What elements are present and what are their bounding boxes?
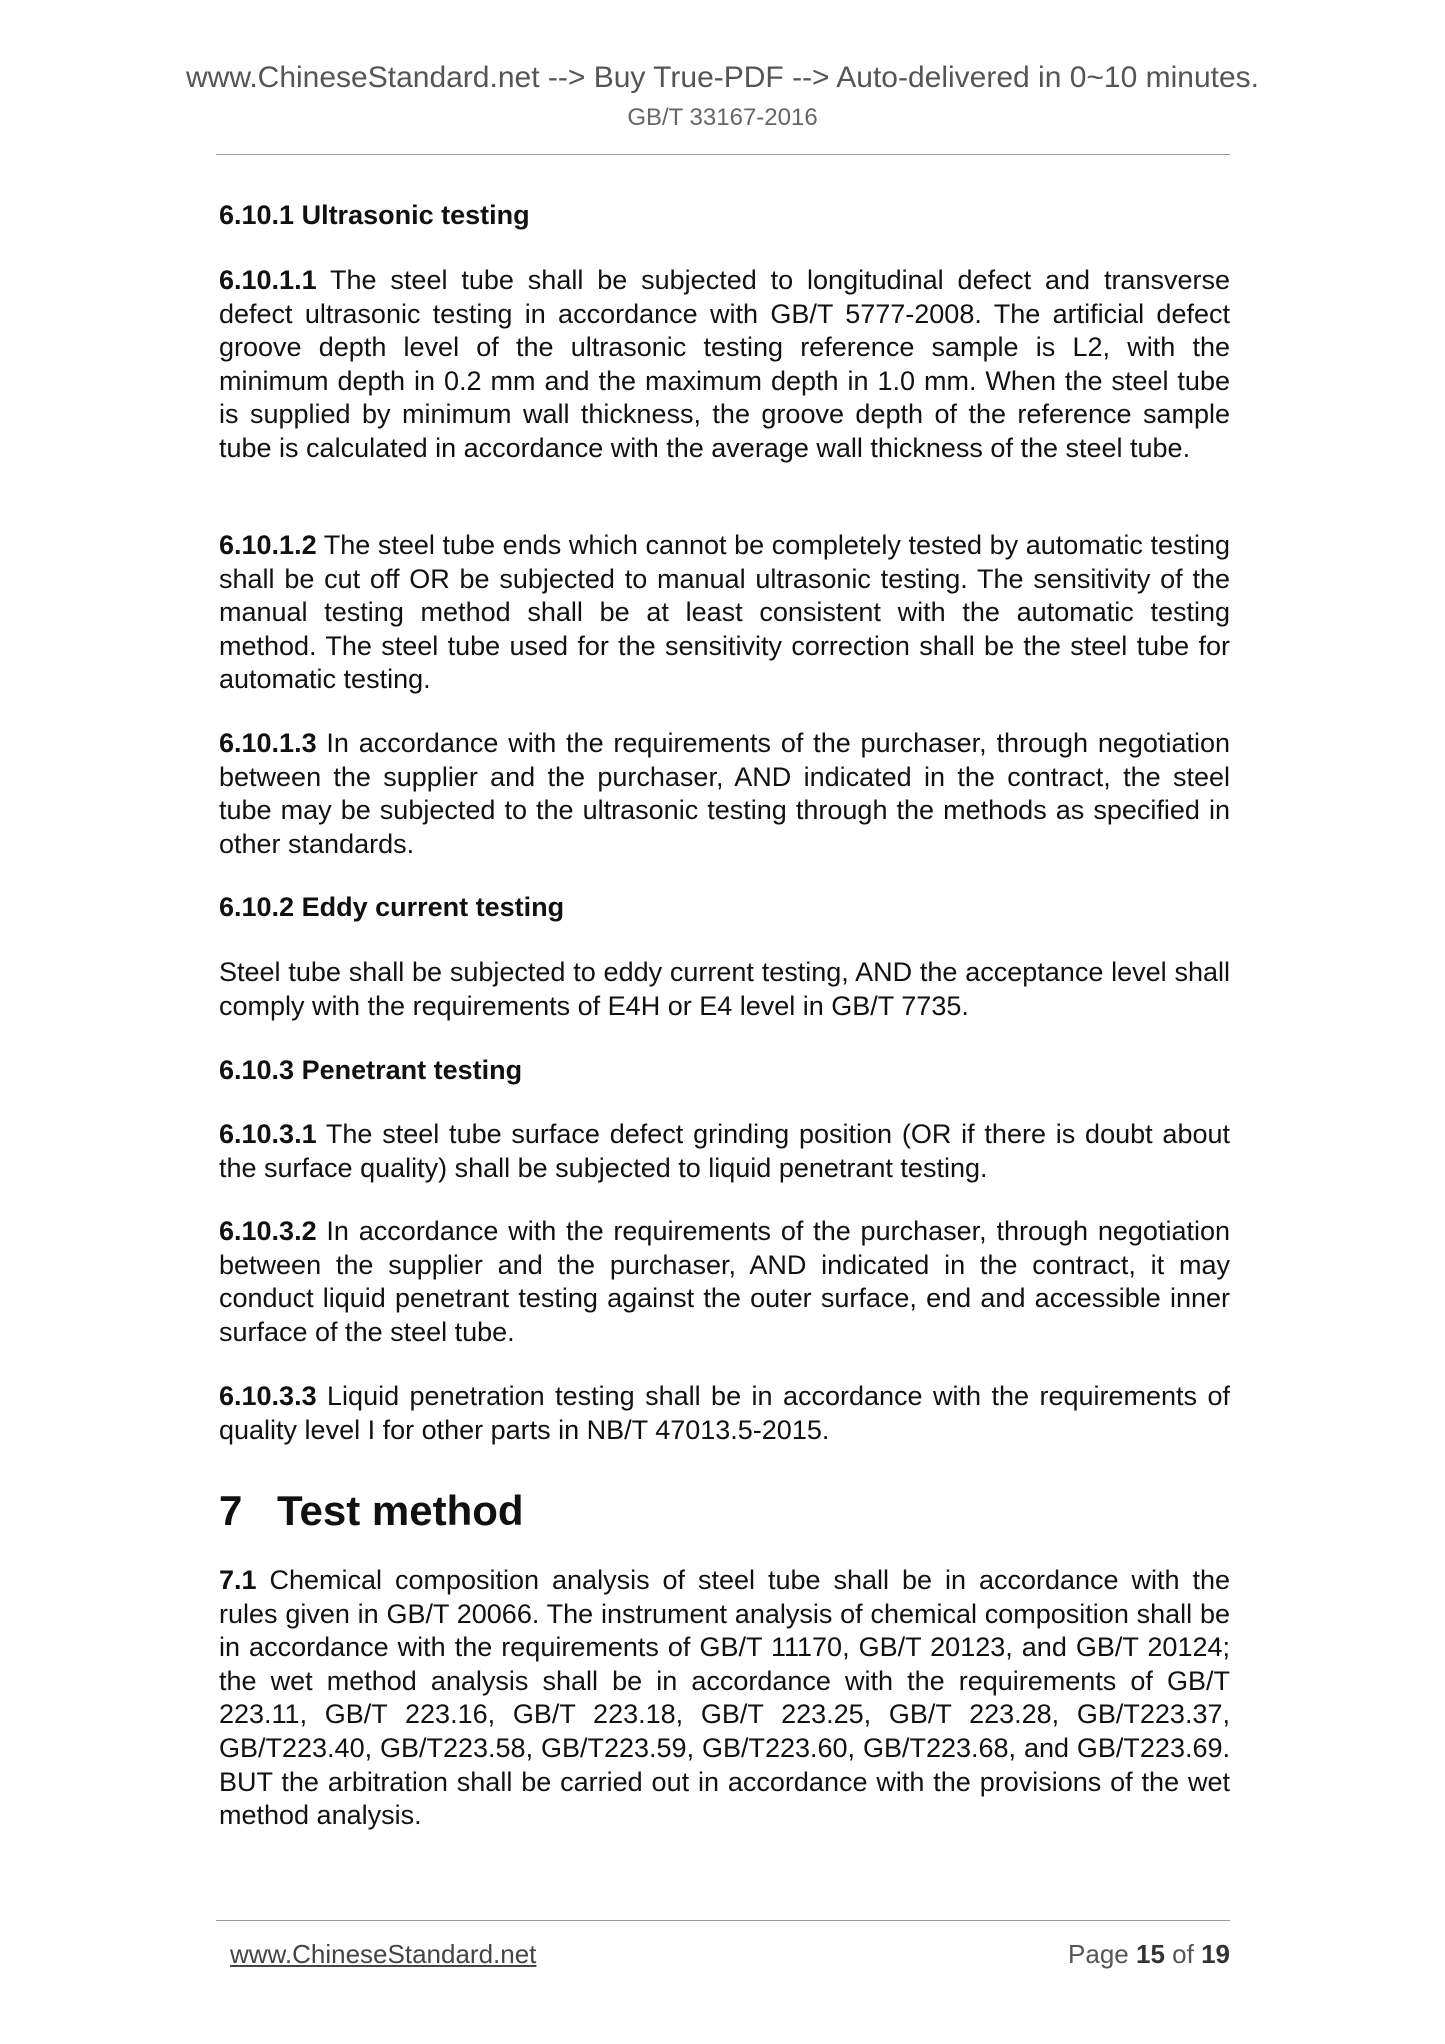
- of-label: of: [1172, 1939, 1194, 1969]
- clause-number: 6.10.1.3: [219, 728, 317, 758]
- footer-website-link[interactable]: www.ChineseStandard.net: [230, 1939, 537, 1969]
- paragraph-6-10-1-3: [219, 727, 1230, 861]
- clause-text: Chemical composition analysis of steel tube shall be in accordance with the rules given in GB/T 20066. The instrument analysis of chemical composition shall be in accordance with the requirements of GB/T 11170, GB/T 20123, and GB/T 20124; the wet method analysis shall be in accordance with the requirements of GB/T 223.11, GB/T 223.16, GB/T 223.18, GB/T 223.25, GB/T 223.28, GB/T223.37, GB/T223.40, GB/T223.58, GB/T223.59, GB/T223.60, GB/T223.68, and GB/T223.69. BUT the arbitration shall be carried out in accordance with the provisions of the wet method analysis.: [219, 1565, 1230, 1831]
- paragraph-6-10-2: Steel tube shall be subjected to eddy current testing, AND the acceptance level shall comply with the requirements of E4H or E4 level in GB/T 7735.: [219, 957, 1230, 1021]
- clause-text: Liquid penetration testing shall be in accordance with the requirements of quality level I for other parts in NB/T 47013.5-2015.: [219, 1381, 1230, 1445]
- clause-text: In accordance with the requirements of the purchaser, through negotiation between the supplier and the purchaser, AND indicated in the contract, it may conduct liquid penetrant testing against the outer surface, end and accessible inner surface of the steel tube.: [219, 1216, 1230, 1347]
- heading-7: [219, 1486, 524, 1536]
- clause-number: 6.10.3.1: [219, 1119, 317, 1149]
- clause-number: 6.10.1.2: [219, 530, 317, 560]
- header-banner: www.ChineseStandard.net --> Buy True-PDF --> Auto-delivered in 0~10 minutes.: [185, 61, 1260, 94]
- clause-text: In accordance with the requirements of the purchaser, through negotiation between the supplier and the purchaser, AND indicated in the contract, the steel tube may be subjected to the ultrasonic testing through the methods as specified in other standards.: [219, 728, 1230, 859]
- clause-text: The steel tube shall be subjected to longitudinal defect and transverse defect ultrasonic testing in accordance with GB/T 5777-2008. The artificial defect groove depth level of the ultrasonic testing reference sample is L2, with the minimum depth in 0.2 mm and the maximum depth in 1.0 mm. When the steel tube is supplied by minimum wall thickness, the groove depth of the reference sample tube is calculated in accordance with the average wall thickness of the steel tube.: [219, 265, 1230, 463]
- paragraph-6-10-3-1: [219, 1118, 1230, 1185]
- clause-number: 7.1: [219, 1565, 257, 1595]
- section-title: Test method: [277, 1487, 524, 1534]
- paragraph-6-10-3-3: [219, 1380, 1230, 1447]
- clause-text: The steel tube ends which cannot be completely tested by automatic testing shall be cut off OR be subjected to manual ultrasonic testing. The sensitivity of the manual testing method shall be at least consistent with the automatic testing method. The steel tube used for the sensitivity correction shall be the steel tube for automatic testing.: [219, 530, 1230, 695]
- standard-code: GB/T 33167-2016: [627, 104, 818, 131]
- clause-number: 6.10.1.1: [219, 265, 317, 295]
- heading-6-10-1: 6.10.1 Ultrasonic testing: [219, 200, 530, 230]
- heading-6-10-3: 6.10.3 Penetrant testing: [219, 1055, 523, 1085]
- section-number: 7: [219, 1487, 243, 1534]
- paragraph-6-10-1-2: [219, 529, 1230, 697]
- page-label: Page: [1068, 1939, 1129, 1969]
- paragraph-7-1: [219, 1564, 1230, 1833]
- header-divider: [216, 154, 1230, 155]
- clause-number: 6.10.3.2: [219, 1216, 317, 1246]
- page-number: 15: [1136, 1939, 1165, 1969]
- paragraph-6-10-1-1: [219, 264, 1230, 466]
- paragraph-6-10-3-2: [219, 1215, 1230, 1349]
- page-indicator: [1068, 1938, 1230, 1970]
- page-total: 19: [1201, 1939, 1230, 1969]
- clause-text: The steel tube surface defect grinding position (OR if there is doubt about the surface quality) shall be subjected to liquid penetrant testing.: [219, 1119, 1230, 1183]
- heading-6-10-2: 6.10.2 Eddy current testing: [219, 892, 565, 922]
- footer-divider: [216, 1920, 1230, 1921]
- clause-number: 6.10.3.3: [219, 1381, 317, 1411]
